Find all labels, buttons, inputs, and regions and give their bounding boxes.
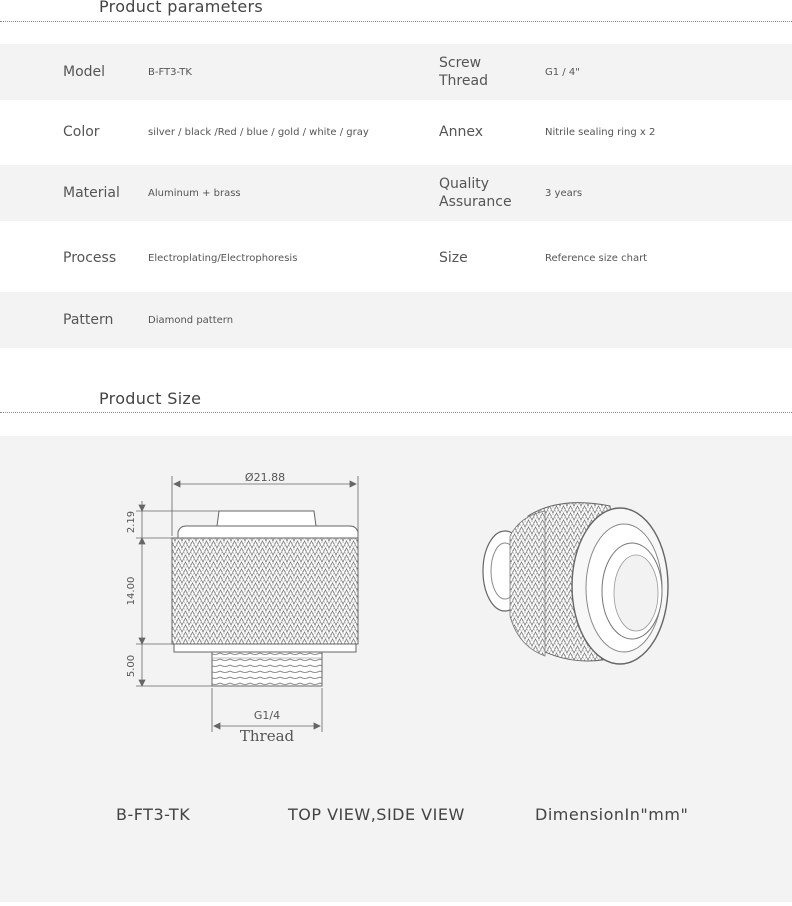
param-value: Diamond pattern [148,314,234,326]
param-value: silver / black /Red / blue / gold / white / gray [148,126,369,138]
param-row-process [0,230,792,286]
param-label: Quality Assurance [439,176,512,210]
param-value: 3 years [545,187,583,199]
param-label: Model [63,64,106,80]
params-divider [0,21,792,22]
param-label: Color [63,124,100,140]
dim-thread-label: 5.00 [126,654,137,678]
caption-unit: DimensionIn"mm" [535,805,689,824]
diameter-label: Ø21.88 [244,471,286,484]
param-value: G1 / 4" [545,66,580,78]
caption-model: B-FT3-TK [116,805,191,824]
param-label: Size [439,250,468,266]
param-label: Annex [439,124,483,140]
dim-top-label: 2.19 [126,510,137,534]
params-section-title: Product parameters [99,0,264,16]
param-label: Material [63,185,120,201]
fitting-illustration [483,503,668,664]
size-section-title: Product Size [99,389,202,408]
param-value: B-FT3-TK [148,66,192,78]
param-label: Screw Thread [439,55,488,89]
dimension-drawing [0,436,792,902]
front-view [172,511,358,686]
param-row-material [0,165,792,221]
param-label: Pattern [63,312,114,328]
thread-word-label: Thread [239,727,295,745]
thread-size-label: G1/4 [253,709,281,722]
param-value: Reference size chart [545,252,648,264]
param-label: Process [63,250,117,266]
size-panel [0,436,792,902]
param-value: Electroplating/Electrophoresis [148,252,298,264]
caption-views: TOP VIEW,SIDE VIEW [288,805,465,824]
param-value: Aluminum + brass [148,187,241,199]
param-value: Nitrile sealing ring x 2 [545,126,656,138]
size-divider [0,412,792,413]
param-row-color [0,104,792,160]
dim-body-label: 14.00 [126,576,137,606]
param-row-pattern [0,292,792,348]
param-row-model [0,44,792,100]
